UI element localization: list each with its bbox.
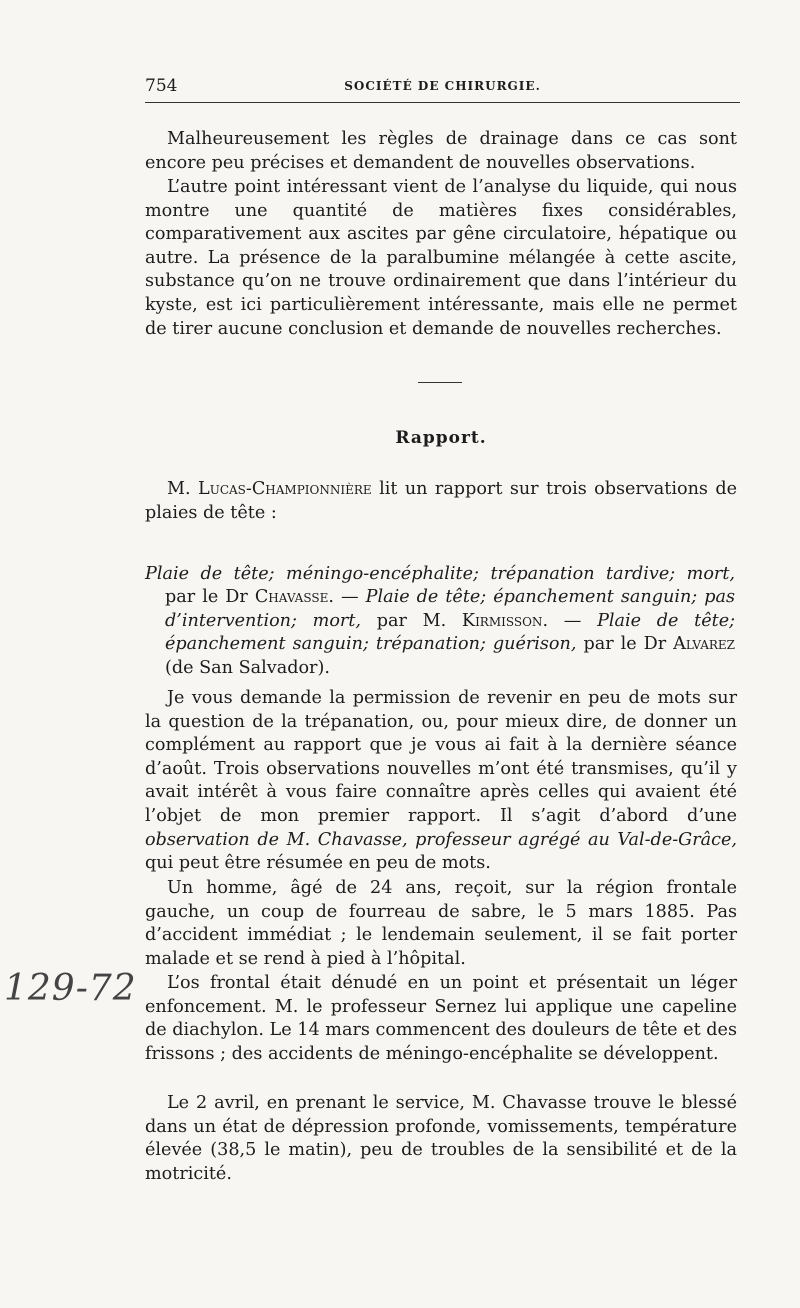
page-number: 754 [145, 76, 178, 96]
section-divider [418, 382, 462, 383]
citation-list [145, 563, 735, 681]
citation-2-by: par M. [376, 610, 447, 631]
citation-1-by: par le Dr [165, 587, 248, 608]
running-header [145, 76, 740, 103]
citation-3-author: Alvarez [673, 634, 736, 655]
intro-text: lit un rapport sur trois observations de plaies de tête : [145, 479, 738, 523]
trepanation-italic: observation de M. Chavasse, professeur agrégé au Val-de-Grâce, [145, 829, 737, 850]
paragraph-frontal-bone: L’os frontal était dénudé en un point et présentait un léger enfoncement. M. le professeur Sernez lui applique une capeline de diachylon. Le 14 mars commencent des douleurs de tête et des frissons ; des accidents de méningo-encéphalite se développent. [145, 973, 737, 1064]
citation-3-end: (de San Salvador). [165, 657, 330, 678]
paragraph-intro [145, 478, 737, 525]
paragraph-analysis: L’autre point intéressant vient de l’analyse du liquide, qui nous montre une quantité de matières fixes considérables, comparativement aux ascites par gêne circulatoire, hépatique ou autre. La présence de la paralbumine mélangée à cette ascite, substance qu’on ne trouve ordinairement que dans l’intérieur du kyste, est ici particulièrement intéressante, mais elle ne permet de tirer aucune conclusion et demande de nouvelles recherches. [145, 177, 737, 339]
citation-2-author: Kirmisson [461, 610, 543, 631]
citation-3-by: par le Dr [583, 634, 667, 655]
paragraph-drainage: Malheureusement les règles de drainage dans ce cas sont encore peu précises et demandent de nouvelles observations. [145, 129, 737, 173]
citation-3-title: Plaie de tête; épanchement sanguin; trépanation; guérison, [165, 610, 736, 655]
trepanation-text-1: Je vous demande la permission de revenir en peu de mots sur la question de la trépanation, ou, pour mieux dire, de donner un complément au rapport que je vous ai fait à la dernière séance d’août. Trois observations nouvelles m’ont été transmises, qu’il y avait intérêt à vous faire connaître après celles qui avaient été l’objet de mon premier rapport. Il s’agit d’abord d’une [145, 688, 737, 826]
trepanation-text-2: qui peut être résumée en peu de mots. [145, 853, 491, 874]
citation-2-title: Plaie de tête; épanchement sanguin; pas d’intervention; mort, [165, 587, 736, 631]
citation-2-end: . — [542, 610, 582, 631]
header-title: SOCIÉTÉ DE CHIRURGIE. [344, 79, 541, 93]
citation-1-title: Plaie de tête; méningo-encéphalite; trépanation tardive; mort, [145, 563, 735, 584]
paragraph-case: Un homme, âgé de 24 ans, reçoit, sur la région frontale gauche, un coup de fourreau de sabre, le 5 mars 1885. Pas d’accident immédiat ; le lendemain seulement, il se fait porter malade et se rend à pied à l’hôpital. [145, 878, 737, 969]
intro-author: Lucas-Championnière [198, 479, 372, 499]
citation-1-end: . — [328, 587, 359, 608]
paragraph-trepanation [145, 687, 737, 876]
paragraph-april: Le 2 avril, en prenant le service, M. Chavasse trouve le blessé dans un état de dépression profonde, vomissements, température élevée (38,5 le matin), peu de troubles de la sensibilité et de la motricité. [145, 1093, 737, 1184]
handwritten-margin-note: 129-72 [4, 968, 137, 1009]
intro-prefix: M. [167, 479, 191, 499]
section-title: Rapport. [395, 428, 487, 448]
citation-1-author: Chavasse [254, 587, 329, 608]
